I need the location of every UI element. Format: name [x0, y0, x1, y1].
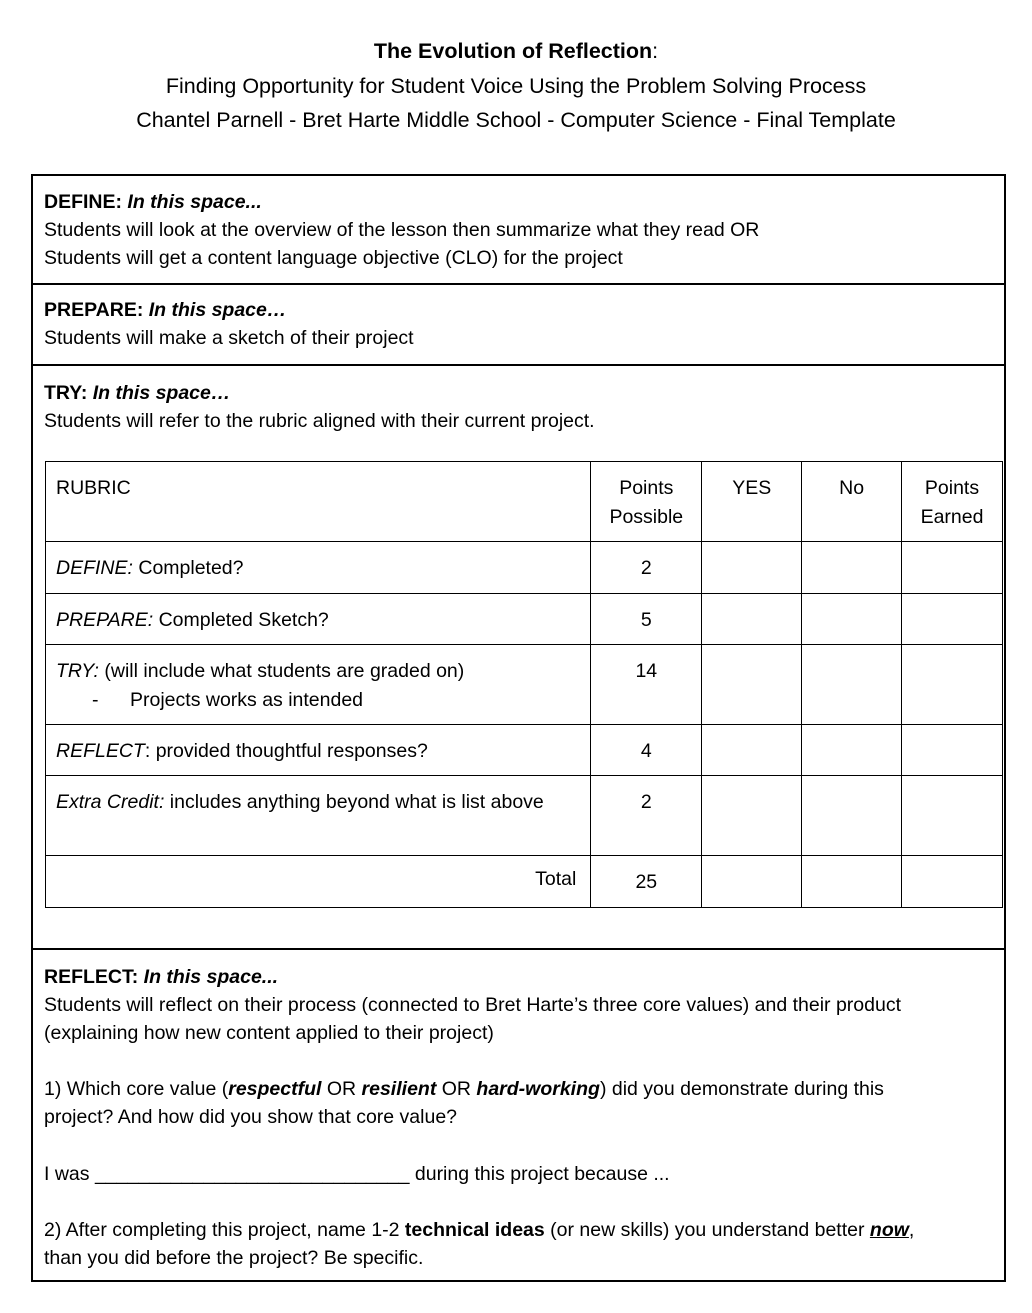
- no-cell[interactable]: [802, 776, 902, 856]
- define-section: [33, 176, 1004, 285]
- prepare-heading: PREPARE: In this space…: [44, 299, 287, 321]
- document-header: [0, 34, 1032, 138]
- points-possible: 2: [591, 776, 702, 856]
- document-byline: Chantel Parnell - Bret Harte Middle School - Computer Science - Final Template: [136, 108, 896, 132]
- table-row: [46, 594, 1003, 645]
- reflect-section: [33, 950, 1004, 1280]
- try-line: Students will refer to the rubric aligned with their current project.: [44, 410, 595, 432]
- question-2-line-2: than you did before the project? Be specific.: [44, 1247, 424, 1269]
- points-earned-cell[interactable]: [902, 594, 1003, 645]
- table-row: [46, 776, 1003, 856]
- points-earned-cell[interactable]: [902, 776, 1003, 856]
- table-row: [46, 542, 1003, 594]
- rubric-header-label: RUBRIC: [46, 462, 591, 542]
- fill-in-sentence: I was _____________________________ during this project because ...: [44, 1163, 670, 1185]
- reflect-intro-1: Students will reflect on their process (connected to Bret Harte’s three core values) and their product: [44, 994, 901, 1016]
- try-heading: TRY: In this space…: [44, 382, 231, 404]
- yes-header: YES: [702, 462, 802, 542]
- table-row: [46, 645, 1003, 725]
- points-earned-cell[interactable]: [902, 542, 1003, 594]
- document-subtitle: Finding Opportunity for Student Voice Using the Problem Solving Process: [165, 73, 867, 98]
- question-2: 2) After completing this project, name 1-2 technical ideas (or new skills) you understand better now,: [44, 1219, 915, 1241]
- total-label: Total: [46, 856, 591, 908]
- rubric-criterion: Extra Credit: includes anything beyond what is list above: [46, 776, 591, 856]
- rubric-criterion: PREPARE: Completed Sketch?: [46, 594, 591, 645]
- no-cell[interactable]: [802, 594, 902, 645]
- points-earned-cell[interactable]: [902, 856, 1003, 908]
- rubric-table: [45, 461, 1003, 908]
- rubric-bullet: - Projects works as intended: [92, 689, 364, 711]
- define-line-1: Students will look at the overview of the lesson then summarize what they read OR: [44, 219, 760, 241]
- no-cell[interactable]: [802, 542, 902, 594]
- no-header: No: [802, 462, 902, 542]
- define-heading: DEFINE: In this space...: [44, 191, 262, 213]
- prepare-section: [33, 285, 1004, 366]
- points-earned-cell[interactable]: [902, 645, 1003, 725]
- points-possible: 14: [591, 645, 702, 725]
- points-possible: 2: [591, 542, 702, 594]
- rubric-criterion: DEFINE: Completed?: [46, 542, 591, 594]
- points-possible: 4: [591, 725, 702, 776]
- define-line-2: Students will get a content language objective (CLO) for the project: [44, 247, 623, 269]
- rubric-total-row: [46, 856, 1003, 908]
- no-cell[interactable]: [802, 856, 902, 908]
- rubric-criterion: REFLECT: provided thoughtful responses?: [46, 725, 591, 776]
- question-1-line-2: project? And how did you show that core value?: [44, 1106, 458, 1128]
- table-row: [46, 725, 1003, 776]
- reflect-intro-2: (explaining how new content applied to their project): [44, 1022, 494, 1044]
- no-cell[interactable]: [802, 725, 902, 776]
- prepare-line: Students will make a sketch of their project: [44, 327, 414, 349]
- points-earned-header: Points Earned: [902, 462, 1003, 542]
- total-points: 25: [591, 856, 702, 908]
- template-frame: [31, 174, 1006, 1282]
- document-title: The Evolution of Reflection:: [373, 39, 659, 63]
- yes-cell[interactable]: [702, 594, 802, 645]
- points-possible: 5: [591, 594, 702, 645]
- fill-in-blank[interactable]: _____________________________: [94, 1163, 410, 1185]
- points-possible-header: Points Possible: [591, 462, 702, 542]
- reflect-heading: REFLECT: In this space...: [44, 966, 279, 988]
- yes-cell[interactable]: [702, 542, 802, 594]
- rubric-criterion: TRY: (will include what students are graded on) - Projects works as intended: [46, 645, 591, 725]
- no-cell[interactable]: [802, 645, 902, 725]
- yes-cell[interactable]: [702, 725, 802, 776]
- yes-cell[interactable]: [702, 645, 802, 725]
- question-1: 1) Which core value (respectful OR resilient OR hard-working) did you demonstrate during this: [44, 1078, 884, 1100]
- rubric-header-row: [46, 462, 1003, 542]
- yes-cell[interactable]: [702, 776, 802, 856]
- points-earned-cell[interactable]: [902, 725, 1003, 776]
- yes-cell[interactable]: [702, 856, 802, 908]
